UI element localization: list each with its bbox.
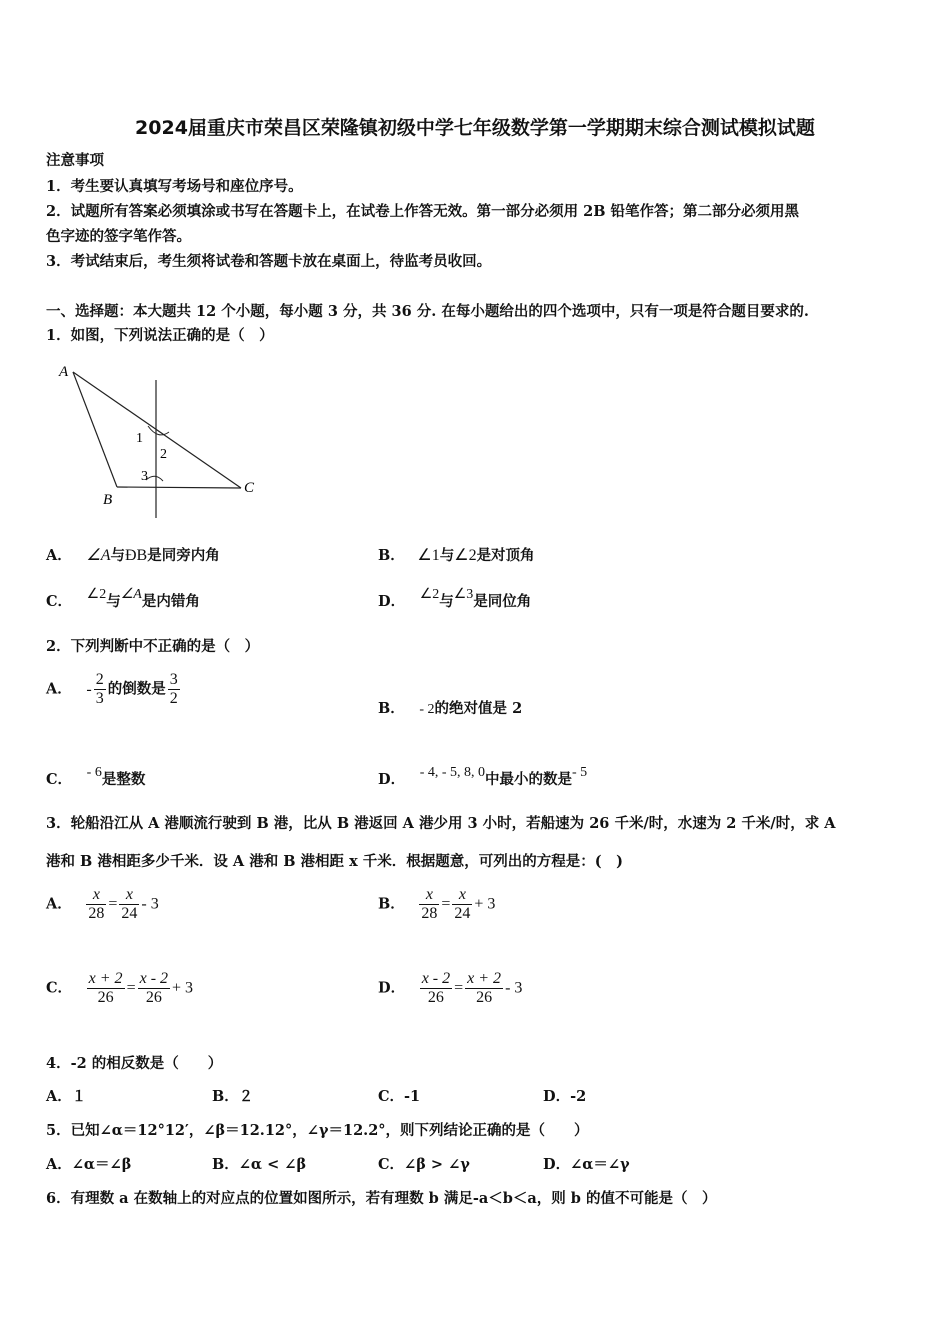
q5-option-c[interactable]: C．∠β > ∠γ xyxy=(378,1156,470,1173)
q3-option-c[interactable]: C． $\frac{x + 2}{26}$ = $\frac{x - 2}{26}$ + 3 xyxy=(46,970,194,1006)
label-angle-3: 3 xyxy=(141,469,148,484)
label-angle-1: 1 xyxy=(136,431,143,446)
line-bc xyxy=(117,487,241,488)
label-c: C xyxy=(244,480,255,496)
q6-stem: 6．有理数 a 在数轴上的对应点的位置如图所示，若有理数 b 满足-a＜b＜a，则 b 的值不可能是（ ） xyxy=(46,1190,717,1207)
q4-option-d[interactable]: D．-2 xyxy=(543,1088,587,1105)
notice-item-2: 2．试题所有答案必须填涂或书写在答题卡上，在试卷上作答无效。第一部分必须用 2B 铅笔作答；第二部分必须用黑 xyxy=(46,203,800,220)
q1-figure xyxy=(55,360,265,522)
notice-heading: 注意事项 xyxy=(46,152,104,169)
q1-option-d[interactable]: D． ∠2与∠3是同位角 xyxy=(378,587,532,610)
q2-option-c[interactable]: C． - 6是整数 xyxy=(46,765,146,788)
notice-item-1: 1．考生要认真填写考场号和座位序号。 xyxy=(46,178,303,195)
q4-stem: 4．-2 的相反数是（ ） xyxy=(46,1055,223,1072)
q1-option-b[interactable]: B． ∠1与∠2是对顶角 xyxy=(378,547,535,564)
q1-option-c[interactable]: C． ∠2与∠A是内错角 xyxy=(46,587,200,610)
notice-item-3: 3．考试结束后，考生须将试卷和答题卡放在桌面上，待监考员收回。 xyxy=(46,253,492,270)
line-ac xyxy=(73,372,241,488)
q5-stem: 5．已知∠α＝12°12′，∠β＝12.12°，∠γ＝12.2°，则下列结论正确的是（ ） xyxy=(46,1122,589,1139)
q3-option-d[interactable]: D． $\frac{x - 2}{26}$ = $\frac{x + 2}{26}$ - 3 xyxy=(378,970,523,1006)
label-a: A xyxy=(59,364,69,380)
line-ab xyxy=(73,372,117,487)
page-title: 2024届重庆市荣昌区荣隆镇初级中学七年级数学第一学期期末综合测试模拟试题 xyxy=(135,117,815,139)
q1-option-a[interactable]: A． ∠A与ÐB是同旁内角 xyxy=(46,547,220,564)
q2-stem: 2．下列判断中不正确的是（ ） xyxy=(46,638,260,655)
q2-option-b[interactable]: B． - 2的绝对值是 2 xyxy=(378,700,523,717)
q4-option-a[interactable]: A．１ xyxy=(46,1088,87,1105)
q3-option-a[interactable]: A． $\frac{x}{28}$ = $\frac{x}{24}$ - 3 xyxy=(46,886,159,922)
angle-arc-3 xyxy=(146,476,163,481)
notice-item-2-cont: 色字迹的签字笔作答。 xyxy=(46,228,191,245)
q4-option-b[interactable]: B．２ xyxy=(212,1088,254,1105)
q5-option-d[interactable]: D．∠α＝∠γ xyxy=(543,1156,630,1173)
q3-stem-line2: 港和 B 港相距多少千米．设 A 港和 B 港相距 x 千米．根据题意，可列出的方程是：( ) xyxy=(46,853,624,870)
q2-option-d[interactable]: D． - 4, - 5, 8, 0中最小的数是- 5 xyxy=(378,765,588,788)
q3-stem-line1: 3．轮船沿江从 A 港顺流行驶到 B 港，比从 B 港返回 A 港少用 3 小时，若船速为 26 千米/时，水速为 2 千米/时，求 A xyxy=(46,815,836,832)
label-b: B xyxy=(103,492,113,508)
section-heading: 一、选择题：本大题共 12 个小题，每小题 3 分，共 36 分. 在每小题给出的四个选项中，只有一项是符合题目要求的. xyxy=(46,303,809,320)
q5-option-b[interactable]: B．∠α < ∠β xyxy=(212,1156,307,1173)
q5-option-a[interactable]: A．∠α＝∠β xyxy=(46,1156,132,1173)
label-angle-2: 2 xyxy=(160,447,167,462)
q3-option-b[interactable]: B． $\frac{x}{28}$ = $\frac{x}{24}$ + 3 xyxy=(378,886,496,922)
q2-option-a[interactable]: A． - $\frac{2}{3}$ 的倒数是 $\frac{3}{2}$ xyxy=(46,671,178,707)
q1-stem: 1．如图，下列说法正确的是（ ） xyxy=(46,327,274,344)
q4-option-c[interactable]: C．-1 xyxy=(378,1088,421,1105)
